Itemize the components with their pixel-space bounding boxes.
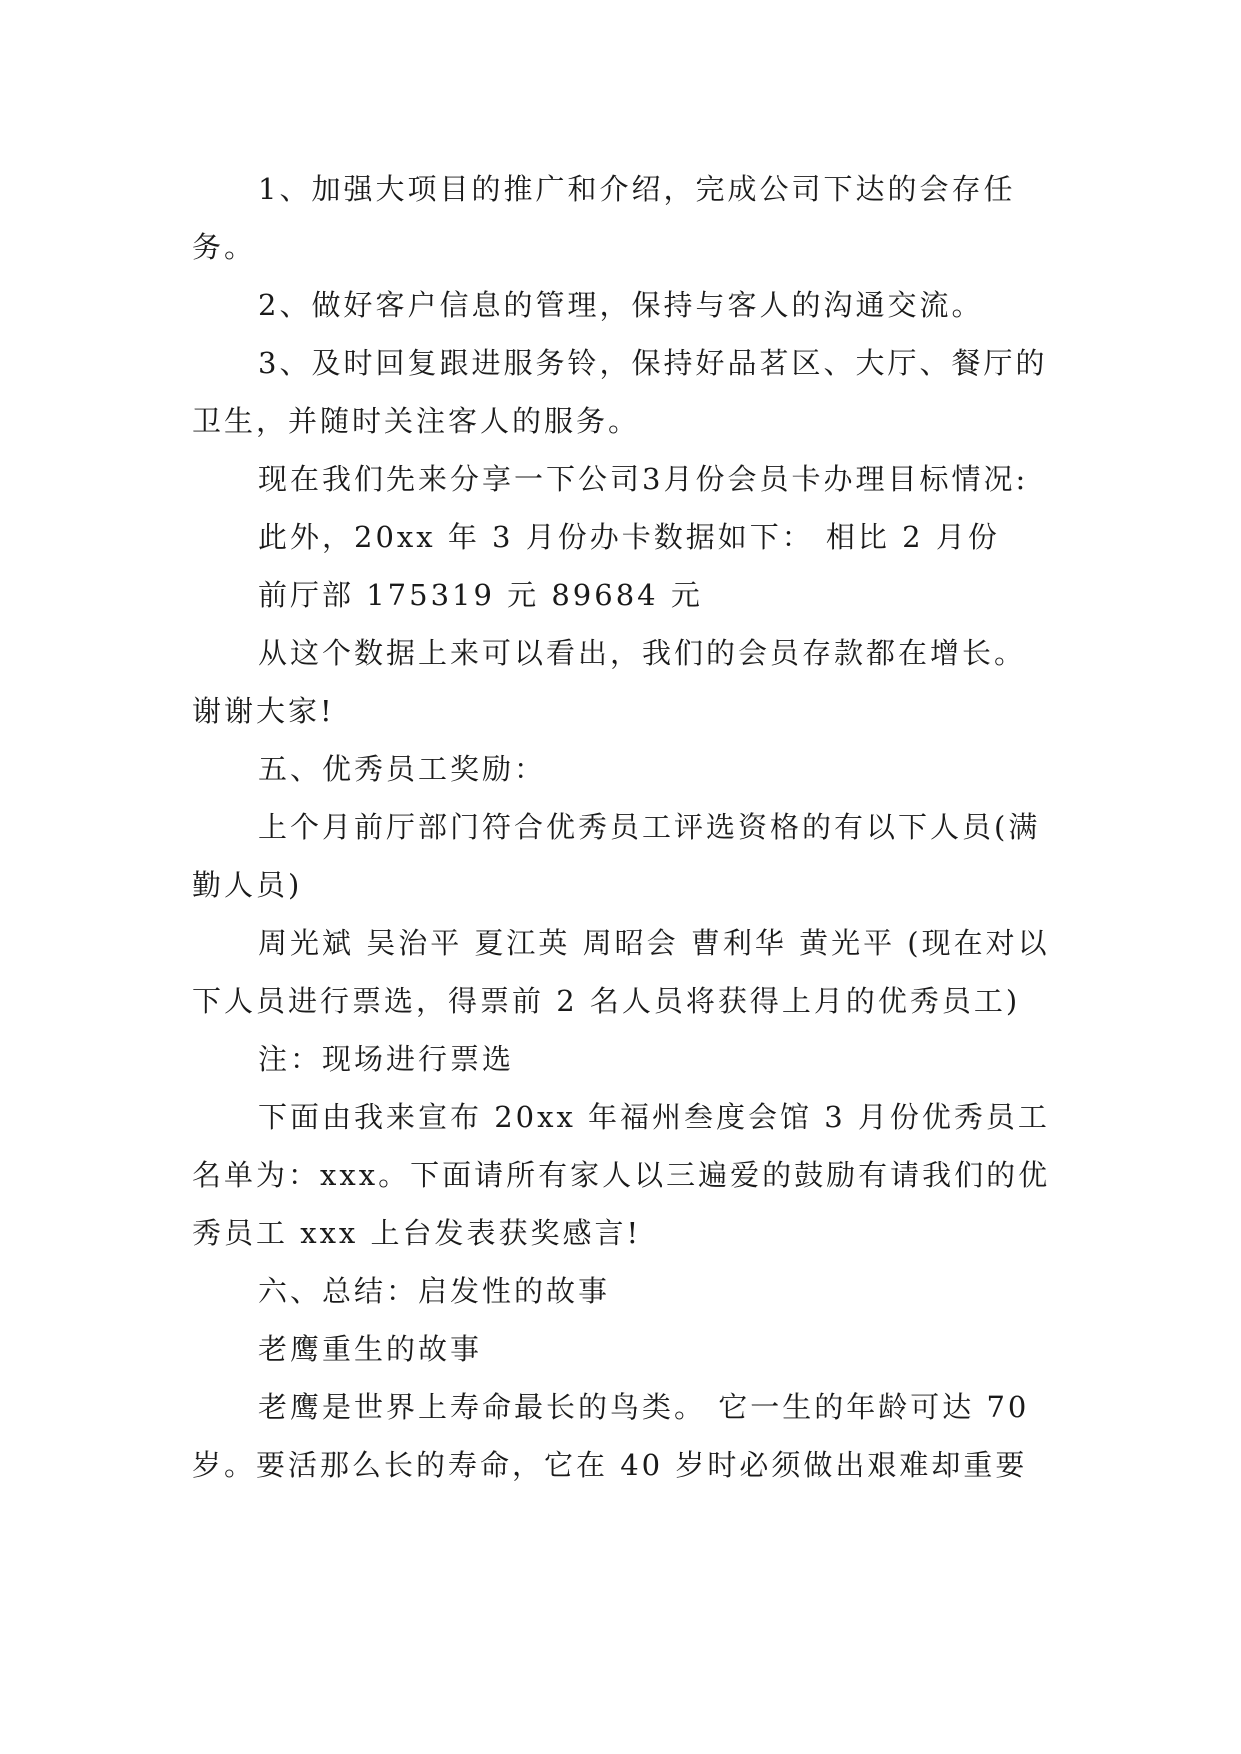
- paragraph-voting-note: 注：现场进行票选: [258, 1042, 515, 1076]
- story-title: 老鹰重生的故事: [258, 1332, 483, 1366]
- section-heading-awards: 五、优秀员工奖励：: [258, 752, 547, 786]
- document-page: [192, 160, 1054, 1494]
- paragraph-task-3: 3、及时回复跟进服务铃，保持好品茗区、大厅、餐厅的卫生，并随时关注客人的服务。: [192, 346, 1048, 438]
- section-heading-summary: 六、总结：启发性的故事: [258, 1274, 611, 1308]
- paragraph-front-desk-figures: 前厅部 175319 元 89684 元: [258, 578, 703, 612]
- paragraph-task-2: 2、做好客户信息的管理，保持与客人的沟通交流。: [258, 288, 984, 322]
- paragraph-eagle-story: 老鹰是世界上寿命最长的鸟类。 它一生的年龄可达 70 岁。要活那么长的寿命，它在 40 岁时必须做出艰难却重要: [192, 1390, 1030, 1482]
- paragraph-candidate-names: 周光斌 吴治平 夏江英 周昭会 曹利华 黄光平 (现在对以下人员进行票选，得票前 2 名人员将获得上月的优秀员工): [192, 926, 1050, 1018]
- paragraph-data-conclusion: 从这个数据上来可以看出，我们的会员存款都在增长。谢谢大家!: [192, 636, 1027, 728]
- paragraph-membership-intro: 现在我们先来分享一下公司3月份会员卡办理目标情况:: [258, 462, 1029, 496]
- paragraph-eligible-staff: 上个月前厅部门符合优秀员工评选资格的有以下人员(满勤人员): [192, 810, 1041, 902]
- paragraph-award-announcement: 下面由我来宣布 20xx 年福州叁度会馆 3 月份优秀员工名单为：xxx。下面请所有家人以三遍爱的鼓励有请我们的优秀员工 xxx 上台发表获奖感言!: [192, 1100, 1051, 1250]
- paragraph-task-1: 1、加强大项目的推广和介绍，完成公司下达的会存任务。: [192, 172, 1016, 264]
- paragraph-card-data: 此外，20xx 年 3 月份办卡数据如下： 相比 2 月份: [258, 520, 1000, 554]
